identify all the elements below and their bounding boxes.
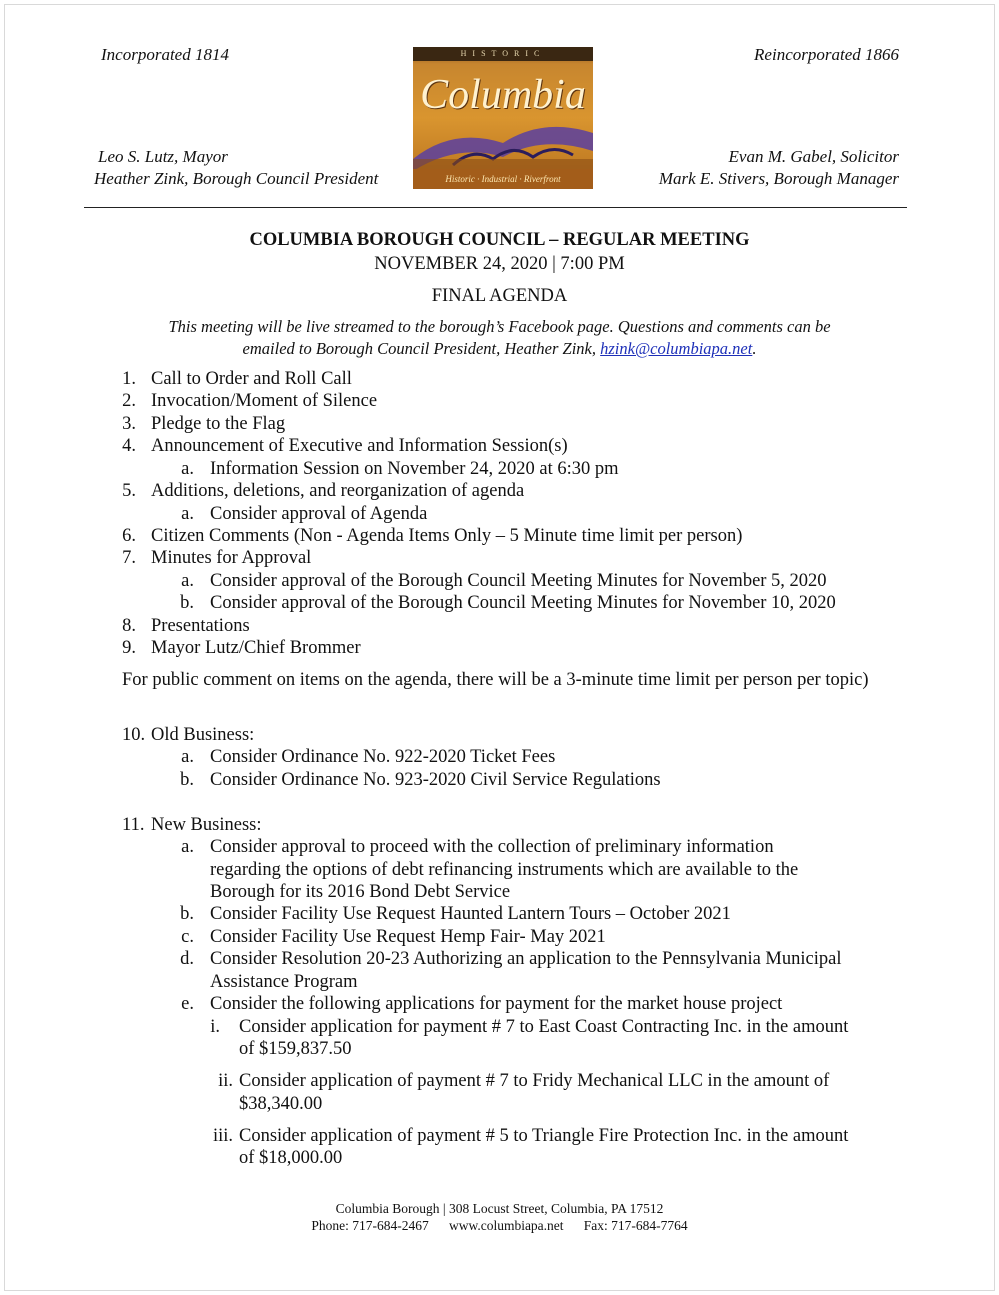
item-text: New Business:: [151, 815, 262, 835]
item-text: Additions, deletions, and reorganization of agenda: [151, 481, 525, 501]
item-number: 5.: [122, 481, 136, 501]
item-text: Invocation/Moment of Silence: [151, 391, 378, 411]
bridge-icon: [413, 47, 593, 189]
manager-text: Mark E. Stivers, Borough Manager: [658, 169, 899, 188]
logo-wordmark: Columbia: [420, 72, 586, 118]
item-letter: a.: [181, 459, 194, 479]
logo-band-text: Historic · Industrial · Riverfront: [413, 169, 593, 189]
item-text: Announcement of Executive and Information Session(s): [151, 436, 568, 456]
item-letter: b.: [180, 904, 194, 924]
meeting-date: NOVEMBER 24, 2020 | 7:00 PM: [374, 254, 625, 274]
item-roman: i.: [210, 1017, 220, 1037]
item-letter: a.: [181, 747, 194, 767]
item-text: Call to Order and Roll Call: [151, 369, 352, 389]
email-link[interactable]: hzink@columbiapa.net: [600, 339, 753, 358]
item-number: 10.: [122, 725, 146, 745]
columbia-logo: [413, 47, 593, 189]
item-text-line1: Consider application for payment # 7 to East Coast Contracting Inc. in the amount: [239, 1017, 849, 1037]
item-text-line2: Assistance Program: [210, 972, 358, 992]
public-comment-note: For public comment on items on the agenda, there will be a 3-minute time limit per person per topic): [122, 670, 869, 690]
item-letter: b.: [180, 593, 194, 613]
item-number: 6.: [122, 526, 136, 546]
item-letter: e.: [181, 994, 194, 1014]
stream-note-post: .: [752, 339, 757, 358]
item-text: Consider approval of the Borough Council Meeting Minutes for November 10, 2020: [210, 593, 836, 613]
logo-top-text: HISTORIC: [413, 47, 593, 61]
item-number: 2.: [122, 391, 136, 411]
president-text: Heather Zink, Borough Council President: [94, 169, 379, 188]
meeting-title: COLUMBIA BOROUGH COUNCIL – REGULAR MEETING: [249, 230, 750, 250]
footer-fax: Fax: 717-684-7764: [583, 1218, 688, 1233]
item-letter: a.: [181, 571, 194, 591]
item-letter: b.: [180, 770, 194, 790]
item-number: 11.: [122, 815, 145, 835]
item-letter: a.: [181, 504, 194, 524]
item-text-line1: Consider Resolution 20-23 Authorizing an application to the Pennsylvania Municipal: [210, 949, 842, 969]
item-text-line1: Consider approval to proceed with the collection of preliminary information: [210, 837, 774, 857]
mayor-text: Leo S. Lutz, Mayor: [98, 147, 228, 166]
item-number: 4.: [122, 436, 136, 456]
item-number: 1.: [122, 369, 136, 389]
footer-phone: Phone: 717-684-2467: [311, 1218, 429, 1233]
item-text-line1: Consider application of payment # 5 to Triangle Fire Protection Inc. in the amount: [239, 1126, 849, 1146]
item-text-line2: of $159,837.50: [239, 1039, 352, 1059]
item-text: Consider Facility Use Request Hemp Fair- May 2021: [210, 927, 606, 947]
stream-note-line2: [0, 338, 999, 360]
item-roman: iii.: [212, 1126, 233, 1146]
agenda-status: FINAL AGENDA: [431, 286, 568, 306]
stream-note: [0, 316, 999, 360]
item-text: Consider approval of Agenda: [210, 504, 428, 524]
stream-note-line1: This meeting will be live streamed to the borough’s Facebook page. Questions and comments can be: [168, 317, 831, 336]
item-text-line2: of $18,000.00: [239, 1148, 343, 1168]
item-text: Old Business:: [151, 725, 255, 745]
footer-contact: [0, 1218, 999, 1234]
item-text-line2: $38,340.00: [239, 1094, 323, 1114]
item-text: Consider approval of the Borough Council Meeting Minutes for November 5, 2020: [210, 571, 827, 591]
stream-note-pre: emailed to Borough Council President, Heather Zink,: [242, 339, 601, 358]
item-number: 8.: [122, 616, 136, 636]
item-text: Consider the following applications for payment for the market house project: [210, 994, 783, 1014]
incorporated-text: Incorporated 1814: [101, 45, 229, 64]
item-text: Consider Facility Use Request Haunted Lantern Tours – October 2021: [210, 904, 731, 924]
item-text-line1: Consider application of payment # 7 to Fridy Mechanical LLC in the amount of: [239, 1071, 830, 1091]
item-text: Pledge to the Flag: [151, 414, 286, 434]
item-text: Consider Ordinance No. 923-2020 Civil Service Regulations: [210, 770, 661, 790]
item-letter: d.: [180, 949, 194, 969]
item-text: Information Session on November 24, 2020 at 6:30 pm: [210, 459, 619, 479]
item-text: Citizen Comments (Non - Agenda Items Only – 5 Minute time limit per person): [151, 526, 743, 546]
item-letter: a.: [181, 837, 194, 857]
footer-website[interactable]: www.columbiapa.net: [448, 1218, 564, 1233]
item-number: 9.: [122, 638, 136, 658]
item-text: Consider Ordinance No. 922-2020 Ticket Fees: [210, 747, 556, 767]
solicitor-text: Evan M. Gabel, Solicitor: [728, 147, 899, 166]
item-text: Mayor Lutz/Chief Brommer: [151, 638, 361, 658]
footer-address: Columbia Borough | 308 Locust Street, Columbia, PA 17512: [335, 1201, 664, 1216]
item-text: Presentations: [151, 616, 250, 636]
reincorporated-text: Reincorporated 1866: [754, 45, 899, 64]
item-roman: ii.: [218, 1071, 233, 1091]
item-text-line2: regarding the options of debt refinancing instruments which are available to the: [210, 860, 799, 880]
item-number: 3.: [122, 414, 136, 434]
item-text: Minutes for Approval: [151, 548, 312, 568]
item-letter: c.: [181, 927, 194, 947]
item-number: 7.: [122, 548, 136, 568]
item-text-line3: Borough for its 2016 Bond Debt Service: [210, 882, 511, 902]
header-divider: [84, 207, 907, 208]
